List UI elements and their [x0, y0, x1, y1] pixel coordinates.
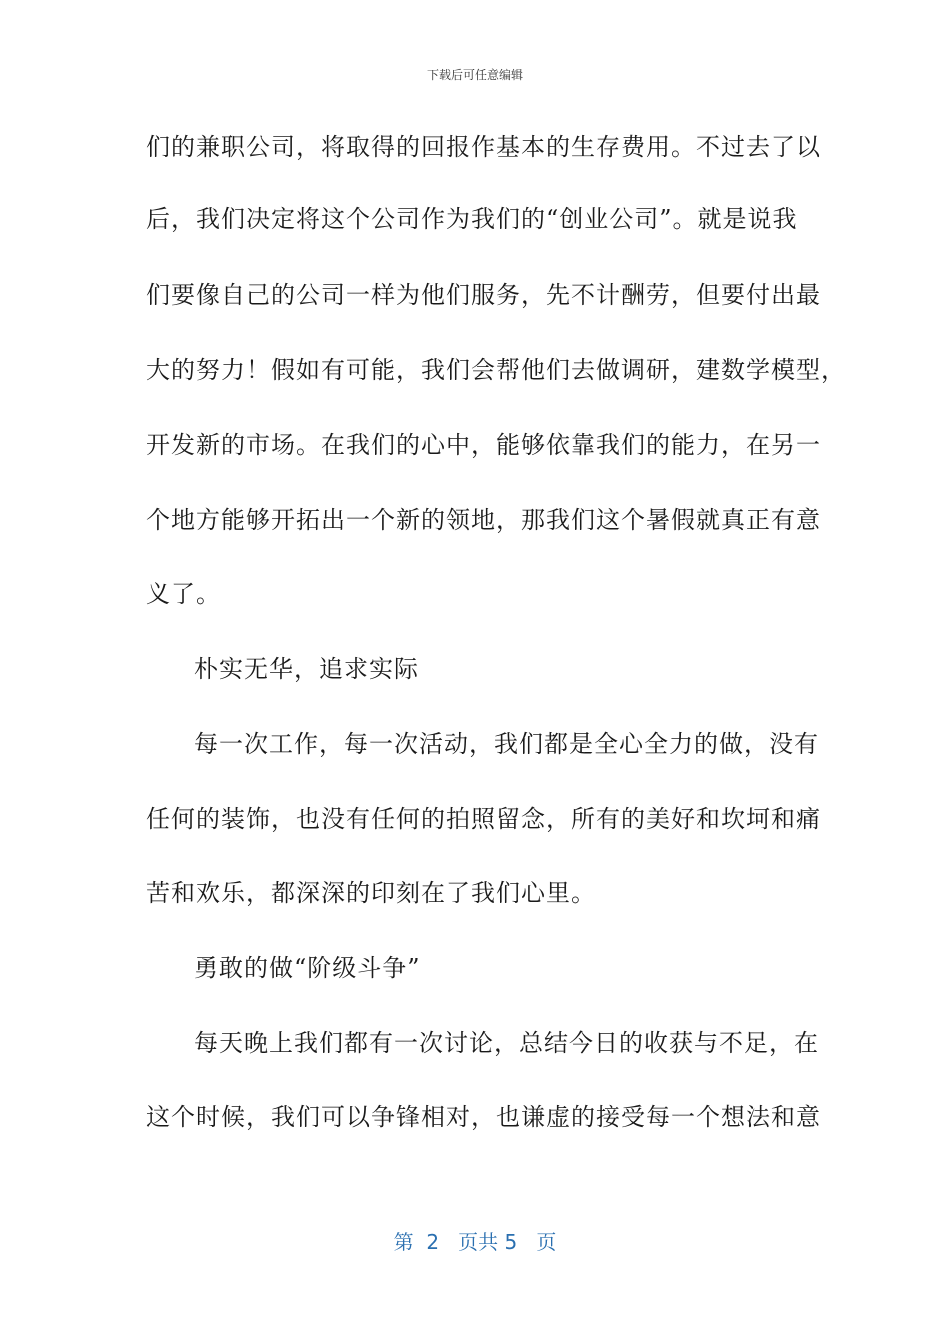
body-line: 每天晚上我们都有一次讨论，总结今日的收获与不足，在: [194, 1029, 819, 1057]
body-line: 大的努力！假如有可能，我们会帮他们去做调研，建数学模型，: [146, 356, 846, 384]
body-line: 们的兼职公司，将取得的回报作基本的生存费用。不过去了以: [146, 133, 821, 161]
body-line: 后，我们决定将这个公司作为我们的“创业公司”。就是说我: [146, 205, 798, 233]
body-line: 开发新的市场。在我们的心中，能够依靠我们的能力，在另一: [146, 431, 821, 459]
page-number-footer: 第 2 页共 5 页: [393, 1230, 557, 1254]
body-line: 任何的装饰，也没有任何的拍照留念，所有的美好和坎坷和痛: [146, 805, 821, 833]
body-line: 义了。: [146, 580, 221, 608]
body-line: 每一次工作，每一次活动，我们都是全心全力的做，没有: [194, 730, 819, 758]
body-line: 苦和欢乐，都深深的印刻在了我们心里。: [146, 879, 596, 907]
section-heading: 勇敢的做“阶级斗争”: [194, 954, 421, 982]
body-line: 们要像自己的公司一样为他们服务，先不计酬劳，但要付出最: [146, 281, 821, 309]
body-line: 个地方能够开拓出一个新的领地，那我们这个暑假就真正有意: [146, 506, 821, 534]
page-header: 下载后可任意编辑: [426, 68, 523, 82]
section-heading: 朴实无华，追求实际: [194, 655, 419, 683]
body-line: 这个时候，我们可以争锋相对，也谦虚的接受每一个想法和意: [146, 1103, 821, 1131]
